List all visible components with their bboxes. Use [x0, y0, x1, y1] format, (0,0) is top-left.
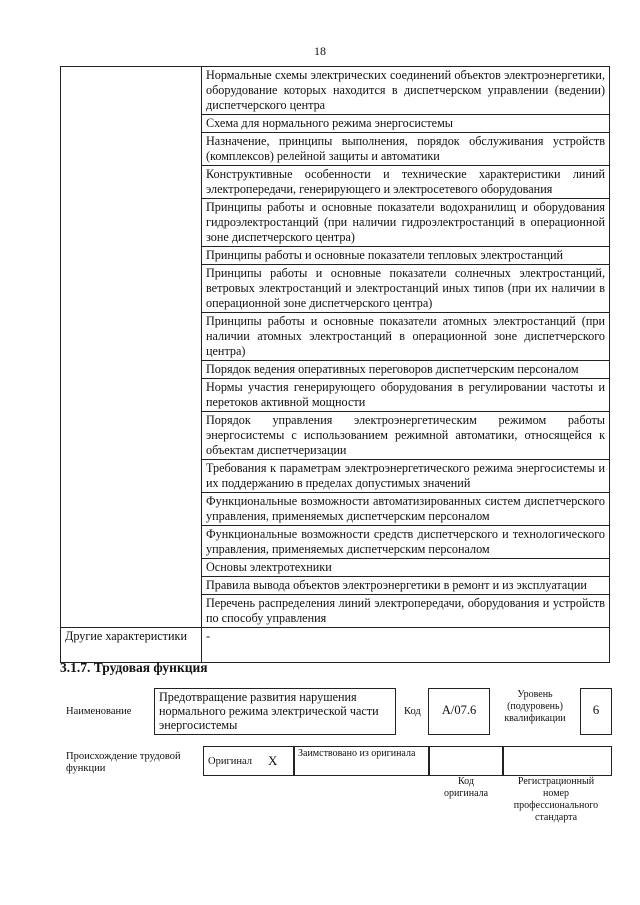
code-value: А/07.6	[441, 703, 477, 717]
code-label: Код	[404, 706, 421, 717]
code-original-caption: Код оригинала	[443, 776, 489, 799]
table-cell: Принципы работы и основные показатели тепловых электростанций	[202, 247, 610, 265]
original-mark: X	[268, 753, 278, 768]
table-cell: Принципы работы и основные показатели атомных электростанций (при наличии атомных электростанций в операционной зоне диспетчерского центра)	[202, 313, 610, 361]
original-label: Оригинал	[208, 756, 252, 767]
level-value: 6	[592, 702, 600, 717]
knowledge-table	[60, 66, 610, 663]
table-row	[61, 67, 610, 115]
table-cell: Назначение, принципы выполнения, порядок обслуживания устройств (комплексов) релейной защиты и автоматики	[202, 133, 610, 166]
table-cell: Порядок управления электроэнергетическим режимом работы энергосистемы с использованием режимной автоматики, относящейся к объектам диспетчеризации	[202, 412, 610, 460]
code-original-box	[428, 746, 504, 776]
other-label: Другие характеристики	[61, 628, 202, 663]
left-cell-empty	[61, 67, 202, 628]
page-number: 18	[314, 44, 326, 58]
borrowed-label: Заимствовано из оригинала	[298, 748, 416, 759]
code-value-box	[428, 688, 490, 735]
name-value-box	[154, 688, 396, 735]
origin-label: Происхождение трудовой функции	[66, 751, 181, 774]
table-cell: Основы электротехники	[202, 559, 610, 577]
table-cell: Нормальные схемы электрических соединений объектов электроэнергетики, оборудование которых находится в диспетчерском управлении (ведении) диспетчерского центра	[202, 67, 610, 115]
table-cell: Требования к параметрам электроэнергетического режима энергосистемы и их поддержанию в пределах допустимых значений	[202, 460, 610, 493]
name-value: Предотвращение развития нарушения нормального режима электрической части энергосистемы	[159, 690, 379, 732]
level-label: Уровень (подуровень) квалификации	[504, 689, 566, 724]
table-cell: Порядок ведения оперативных переговоров диспетчерским персоналом	[202, 361, 610, 379]
table-cell: Перечень распределения линий электропередачи, оборудования и устройств по способу управления	[202, 595, 610, 628]
reg-number-box	[502, 746, 612, 776]
reg-number-caption: Регистрационный номер профессионального стандарта	[513, 776, 599, 823]
table-cell: Конструктивные особенности и технические характеристики линий электропередачи, генерирующего и электросетевого оборудования	[202, 166, 610, 199]
name-label: Наименование	[66, 706, 132, 717]
table-cell: Функциональные возможности средств диспетчерского и технологического управления, применяемых диспетчерским персоналом	[202, 526, 610, 559]
other-value: -	[202, 628, 610, 663]
section-title: 3.1.7. Трудовая функция	[60, 660, 208, 675]
table-cell: Нормы участия генерирующего оборудования в регулировании частоты и перетоков активной мощности	[202, 379, 610, 412]
table-cell: Функциональные возможности автоматизированных систем диспетчерского управления, применяемых диспетчерским персоналом	[202, 493, 610, 526]
table-cell: Правила вывода объектов электроэнергетики в ремонт и из эксплуатации	[202, 577, 610, 595]
table-cell: Схема для нормального режима энергосистемы	[202, 115, 610, 133]
level-value-box	[580, 688, 612, 735]
table-cell: Принципы работы и основные показатели солнечных электростанций, ветровых электростанций и электростанций иных типов (при их наличии в операционной зоне диспетчерского центра)	[202, 265, 610, 313]
table-row-other	[61, 628, 610, 663]
table-cell: Принципы работы и основные показатели водохранилищ и оборудования гидроэлектростанций (при наличии гидроэлектростанций в операционной зоне диспетчерского центра)	[202, 199, 610, 247]
